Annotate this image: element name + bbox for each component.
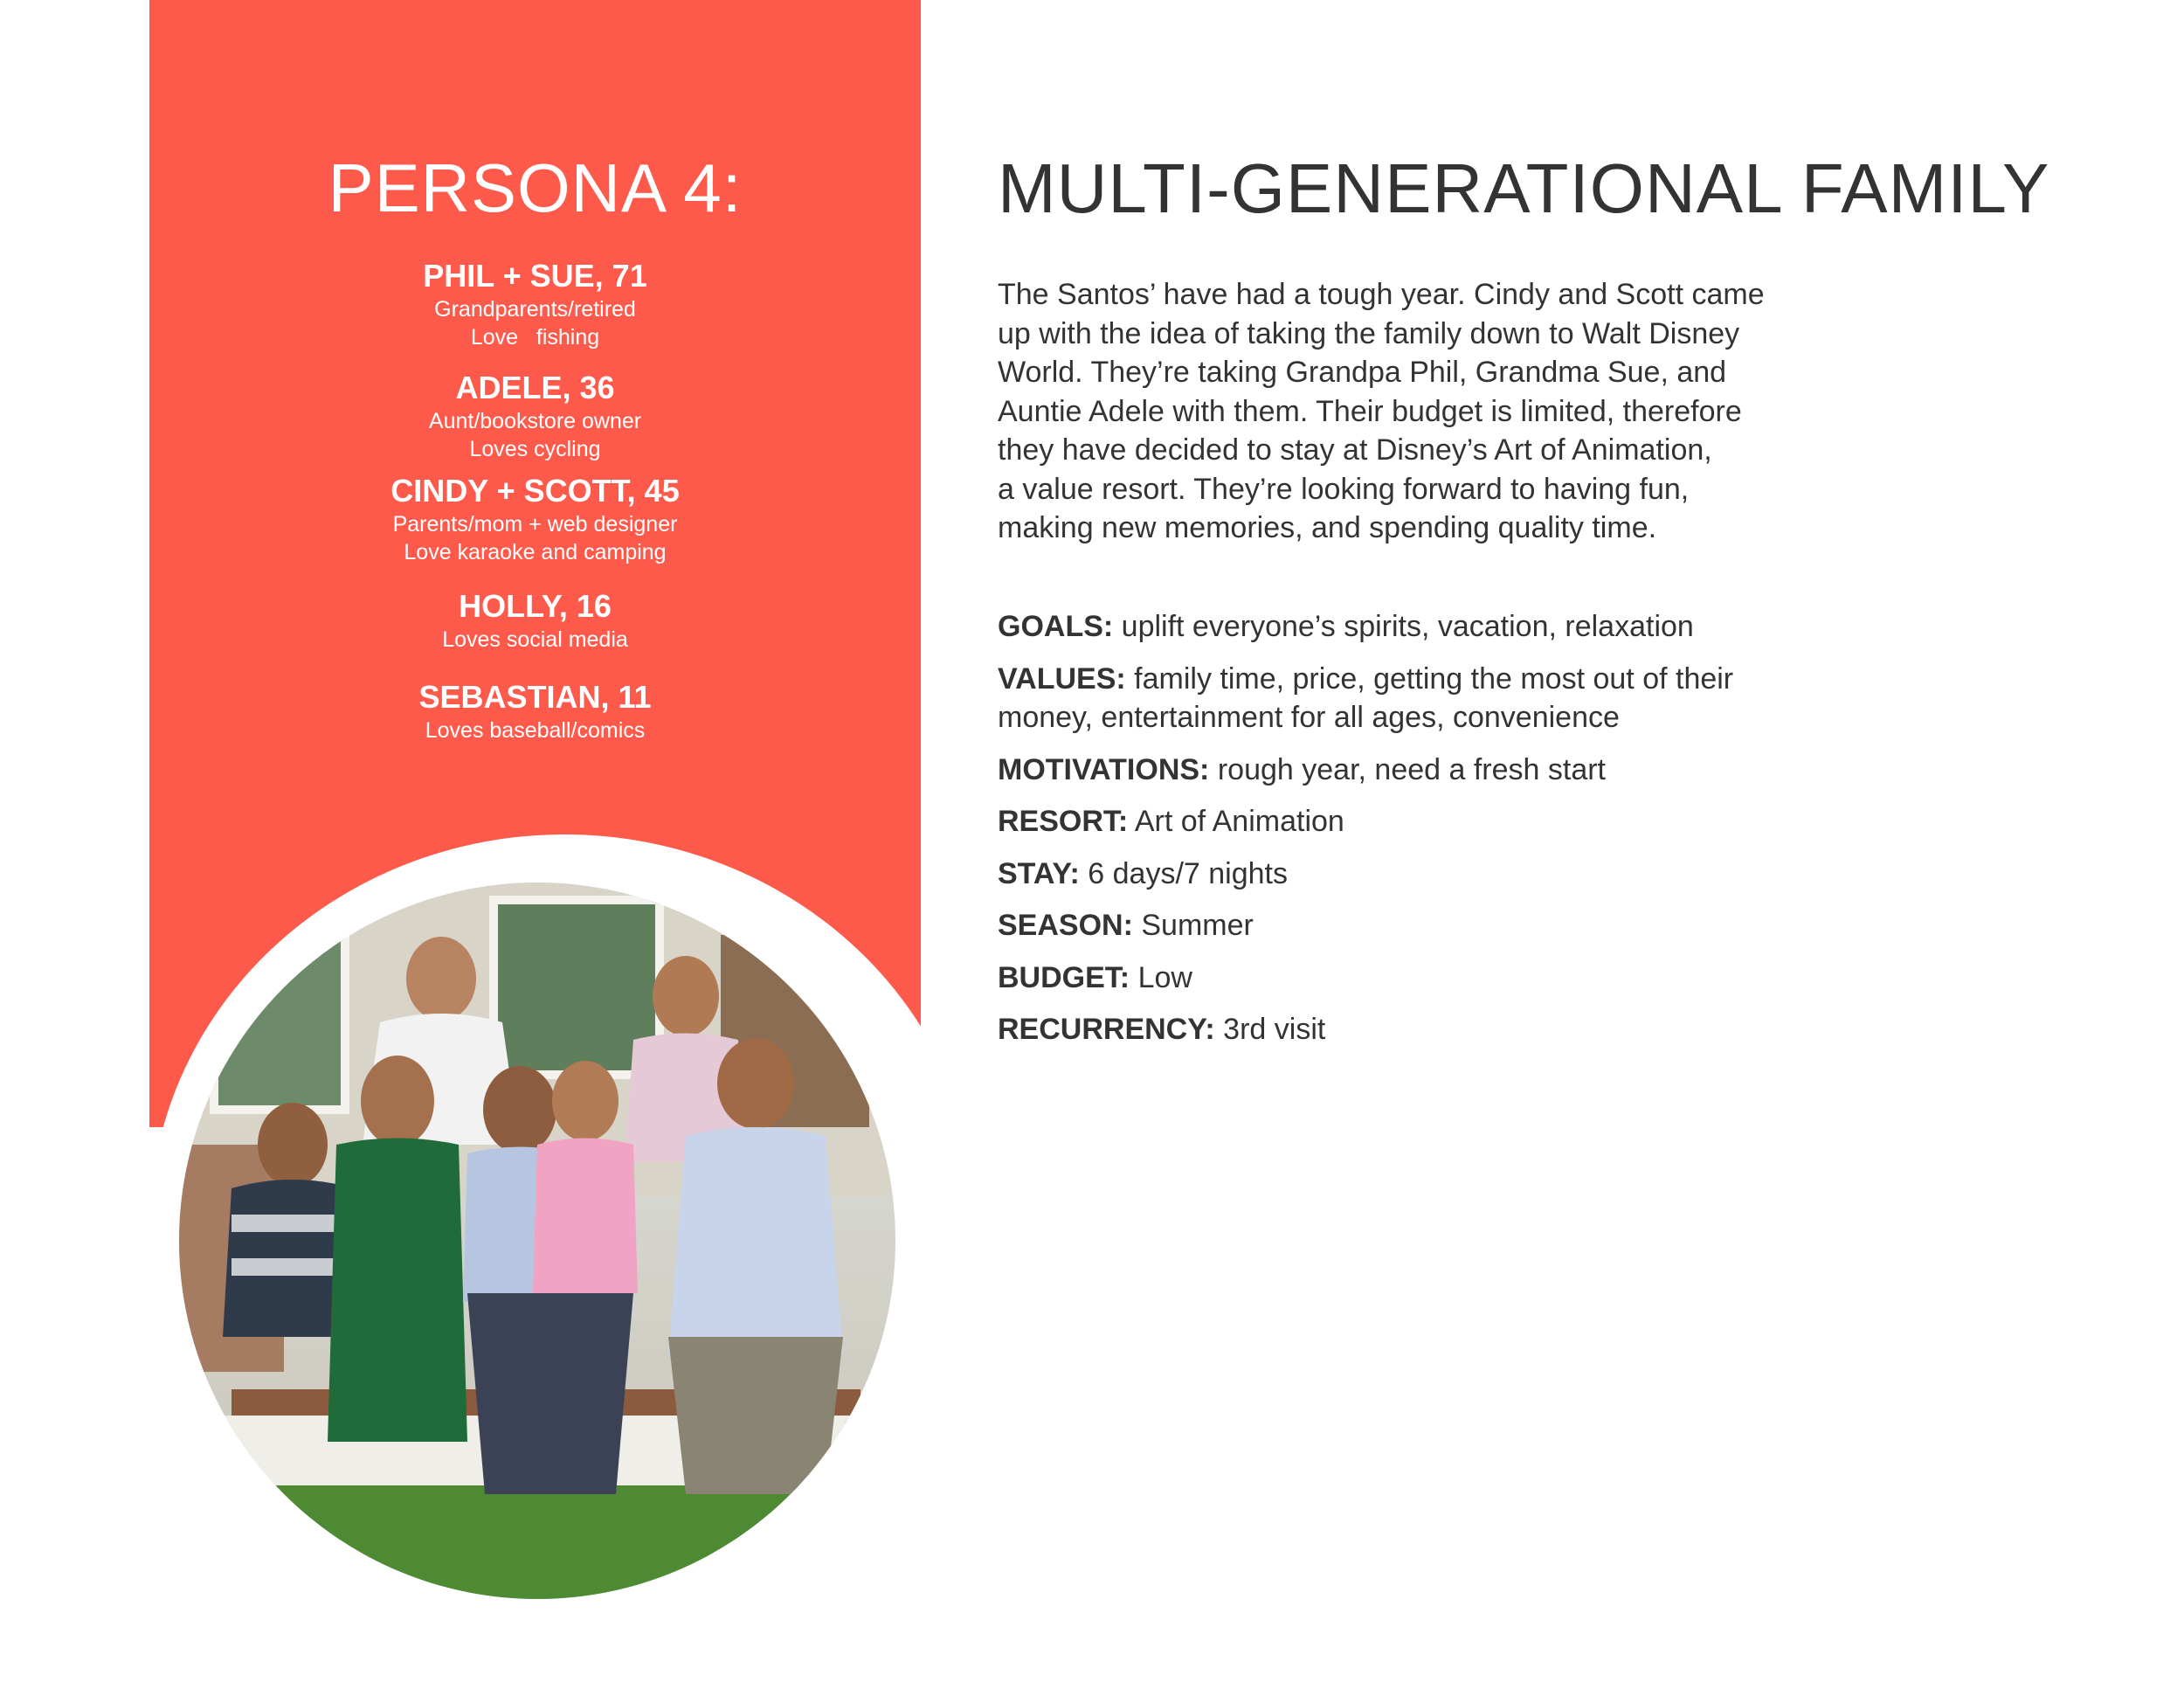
fact-value: Low	[1137, 960, 1192, 994]
fact-label: MOTIVATIONS:	[998, 752, 1210, 786]
fact-label: GOALS:	[998, 610, 1114, 643]
fact-value: rough year, need a fresh start	[1217, 752, 1607, 786]
persona-title: PERSONA 4:	[328, 149, 743, 226]
fact-label: RESORT:	[998, 805, 1129, 838]
family-photo	[179, 883, 895, 1599]
member-hobby: Loves cycling	[469, 437, 601, 461]
fact-value: family time, price, getting the most out of their	[1134, 661, 1734, 696]
member-role: Grandparents/retired	[434, 297, 636, 322]
fact-label: RECURRENCY:	[998, 1013, 1215, 1046]
fact-values	[998, 660, 1810, 737]
family-members-list	[149, 257, 921, 744]
intro-line: making new memories, and spending quality time.	[998, 511, 1657, 544]
member-name: SEBASTIAN, 11	[418, 679, 652, 715]
member-role: Parents/mom + web designer	[392, 512, 678, 536]
intro-line: they have decided to stay at Disney’s Art of Animation,	[998, 433, 1712, 467]
persona-heading: MULTI-GENERATIONAL FAMILY	[998, 149, 2050, 227]
member-name: HOLLY, 16	[459, 588, 612, 624]
fact-season	[998, 906, 1810, 945]
member-adele	[149, 369, 921, 463]
fact-label: BUDGET:	[998, 960, 1130, 994]
intro-line: World. They’re taking Grandpa Phil, Grandma Sue, and	[998, 356, 1727, 389]
fact-motivations	[998, 751, 1810, 790]
fact-value: money, entertainment for all ages, convenience	[998, 701, 1620, 734]
fact-label: STAY:	[998, 856, 1080, 890]
fact-recurrency	[998, 1010, 1810, 1049]
fact-value: 6 days/7 nights	[1088, 856, 1288, 890]
member-role: Aunt/bookstore owner	[428, 409, 642, 433]
fact-label: SEASON:	[998, 909, 1133, 942]
member-hobby: Love karaoke and camping	[404, 540, 667, 564]
persona-facts	[998, 607, 1810, 1063]
member-role: Loves baseball/comics	[425, 718, 646, 743]
persona-intro	[998, 275, 1810, 548]
member-phil-sue	[149, 257, 921, 351]
member-holly	[149, 587, 921, 654]
fact-value: Summer	[1141, 909, 1254, 942]
fact-stay	[998, 855, 1810, 894]
intro-line: The Santos’ have had a tough year. Cindy and Scott came	[998, 278, 1765, 311]
member-name: ADELE, 36	[455, 370, 615, 405]
fact-value: uplift everyone’s spirits, vacation, relaxation	[1121, 610, 1694, 643]
member-name: PHIL + SUE, 71	[423, 258, 647, 294]
fact-value: Art of Animation	[1134, 805, 1344, 838]
member-sebastian	[149, 678, 921, 744]
fact-resort	[998, 802, 1810, 841]
fact-value: 3rd visit	[1223, 1013, 1326, 1046]
member-name: CINDY + SCOTT, 45	[390, 473, 680, 509]
fact-budget	[998, 959, 1810, 998]
member-cindy-scott	[149, 472, 921, 566]
intro-line: Auntie Adele with them. Their budget is limited, therefore	[998, 394, 1742, 428]
intro-line: a value resort. They’re looking forward to having fun,	[998, 472, 1690, 506]
fact-goals	[998, 607, 1810, 647]
member-hobby: Love fishing	[470, 325, 600, 350]
member-role: Loves social media	[442, 627, 628, 652]
fact-label: VALUES:	[998, 661, 1126, 696]
intro-line: up with the idea of taking the family down to Walt Disney	[998, 316, 1740, 350]
